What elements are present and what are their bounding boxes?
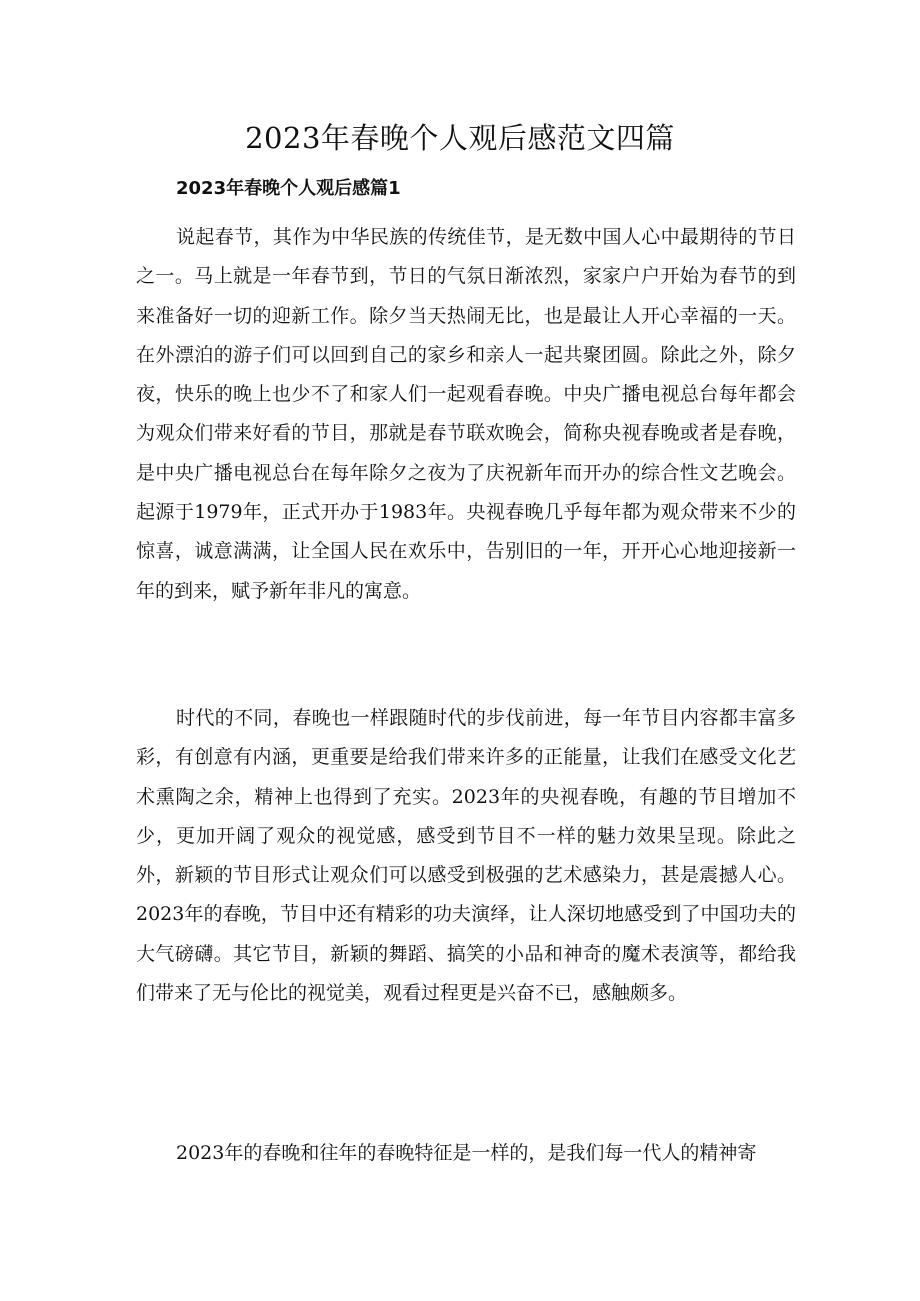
document-title: 2023年春晚个人观后感范文四篇 bbox=[245, 121, 675, 155]
paragraph-1: 说起春节，其作为中华民族的传统佳节，是无数中国人心中最期待的节日之一。马上就是一年春节到，节日的气氛日渐浓烈，家家户户开始为春节的到来准备好一切的迎新工作。除夕当天热闹无比，也是最让人开心幸福的一天。在外漂泊的游子们可以回到自己的家乡和亲人一起共聚团圆。除此之外，除夕夜，快乐的晚上也少不了和家人们一起观看春晚。中央广播电视总台每年都会为观众们带来好看的节目，那就是春节联欢晚会，简称央视春晚或者是春晚，是中央广播电视总台在每年除夕之夜为了庆祝新年而开办的综合性文艺晚会。起源于1979年，正式开办于1983年。央视春晚几乎每年都为观众带来不少的惊喜，诚意满满，让全国人民在欢乐中，告别旧的一年，开开心心地迎接新一年的到来，赋予新年非凡的寓意。 bbox=[136, 226, 796, 602]
section-heading: 2023年春晚个人观后感篇1 bbox=[176, 178, 401, 199]
paragraph-3: 2023年的春晚和往年的春晚特征是一样的，是我们每一代人的精神寄 bbox=[176, 1142, 757, 1164]
paragraph-2: 时代的不同，春晚也一样跟随时代的步伐前进，每一年节目内容都丰富多彩，有创意有内涵，更重要是给我们带来许多的正能量，让我们在感受文化艺术熏陶之余，精神上也得到了充实。2023年的央视春晚，有趣的节目增加不少，更加开阔了观众的视觉感，感受到节目不一样的魅力效果呈现。除此之外，新颖的节目形式让观众们可以感受到极强的艺术感染力，甚是震撼人心。2023年的春晚，节目中还有精彩的功夫演绎，让人深切地感受到了中国功夫的大气磅礴。其它节目，新颖的舞蹈、搞笑的小品和神奇的魔术表演等，都给我们带来了无与伦比的视觉美，观看过程更是兴奋不已，感触颇多。 bbox=[136, 707, 796, 1005]
